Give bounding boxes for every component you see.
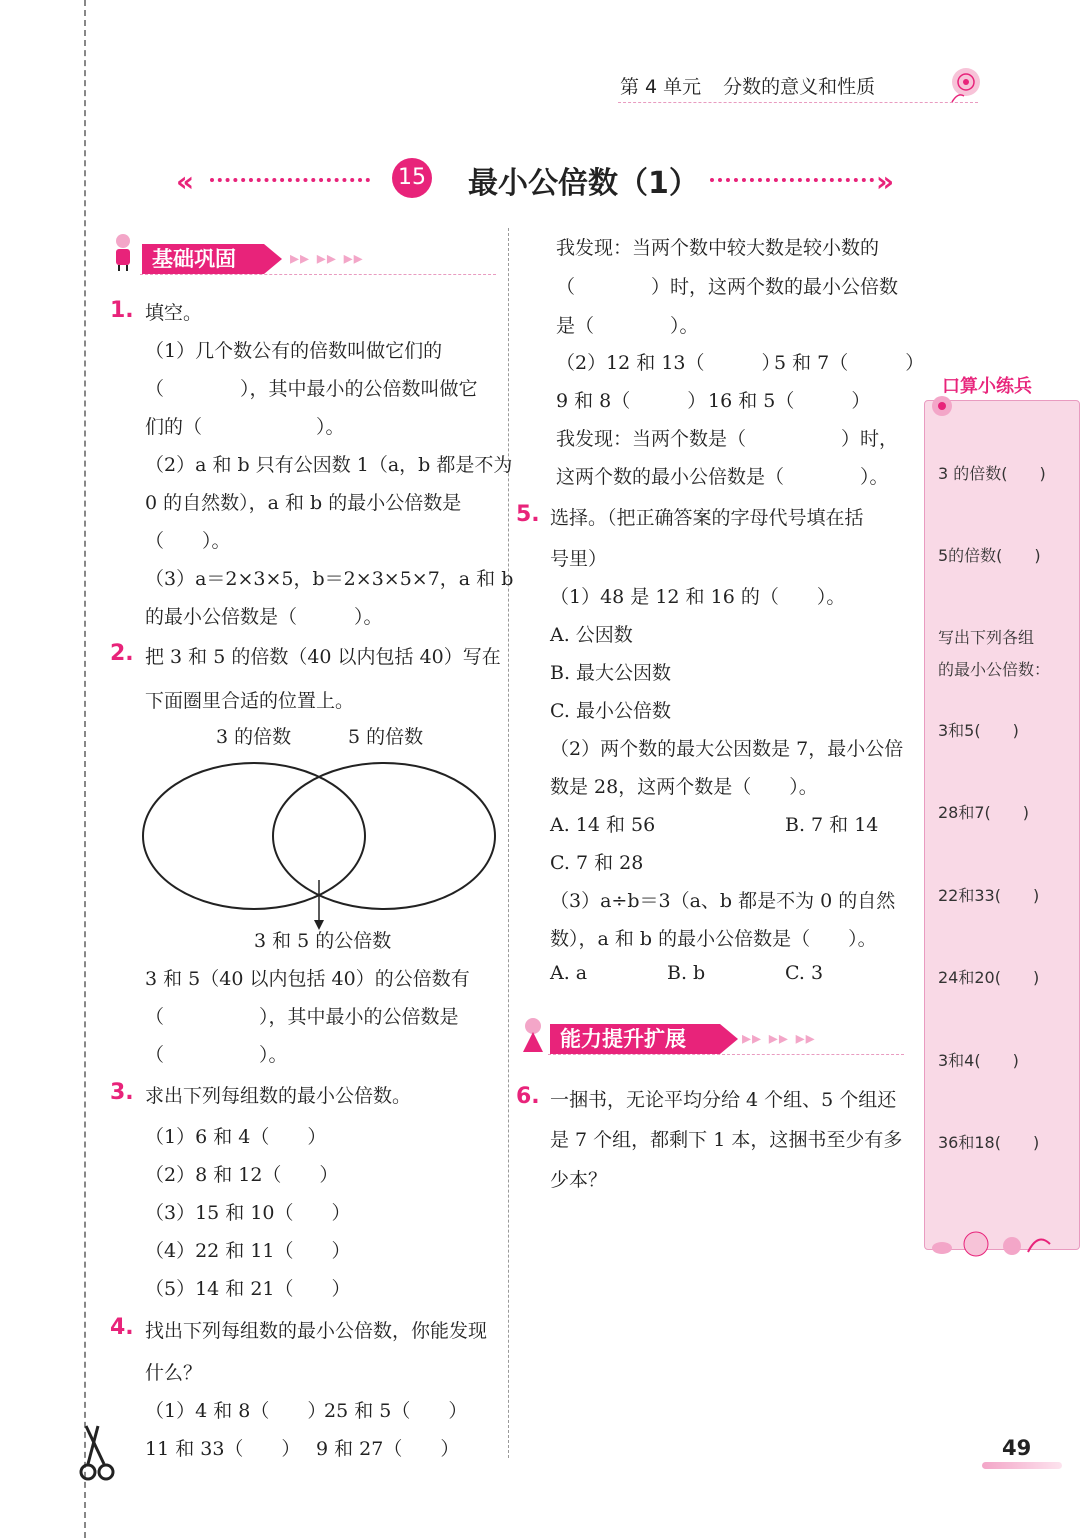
q6-number: 6. bbox=[516, 1084, 540, 1109]
left-chevron-icon: « bbox=[176, 165, 195, 198]
venn-circle-left bbox=[143, 763, 365, 909]
sidebar-decoration-icon bbox=[928, 1222, 1058, 1266]
sidebar-pair-1: 3和5( ) bbox=[938, 721, 1019, 740]
q4-number: 4. bbox=[110, 1315, 134, 1340]
q3-item-4: （4）22 和 11（ ） bbox=[145, 1240, 351, 1262]
cut-line bbox=[84, 0, 86, 1538]
right-chevron-icon: » bbox=[876, 165, 895, 198]
q4-row4-a: 9 和 8（ ） bbox=[556, 390, 707, 412]
q4-line1: 找出下列每组数的最小公倍数，你能发现 bbox=[145, 1320, 488, 1342]
section-chevrons-basic: ▸▸ ▸▸ ▸▸ bbox=[290, 248, 364, 269]
q5-sub3-option-c: C. 3 bbox=[785, 962, 824, 984]
page-number-bar bbox=[982, 1462, 1062, 1469]
unit-number: 第 4 单元 bbox=[620, 76, 702, 98]
q5-sub1-option-a: A. 公因数 bbox=[550, 624, 633, 646]
title-dots-left bbox=[210, 178, 370, 182]
flower-icon bbox=[940, 62, 986, 108]
q1-part3-line1: （3）a＝2×3×5，b＝2×3×5×7，a 和 b bbox=[145, 568, 514, 590]
q2-line1: 把 3 和 5 的倍数（40 以内包括 40）写在 bbox=[145, 646, 501, 668]
sidebar-pair-3: 22和33( ) bbox=[938, 886, 1040, 905]
q6-line3: 少本？ bbox=[550, 1169, 608, 1191]
q5-sub1: （1）48 是 12 和 16 的（ ）。 bbox=[550, 586, 846, 608]
q5-sub2-line2: 数是 28，这两个数是（ ）。 bbox=[550, 776, 818, 798]
mental-math-sidebar bbox=[924, 400, 1080, 1250]
q1-part3-line2: 的最小公倍数是（ ）。 bbox=[145, 606, 383, 628]
q2-number: 2. bbox=[110, 641, 134, 666]
sidebar-multiples-5: 5的倍数( ) bbox=[938, 546, 1041, 565]
q3-item-5: （5）14 和 21（ ） bbox=[145, 1278, 351, 1300]
q3-number: 3. bbox=[110, 1080, 134, 1105]
q2-answer-line1: 3 和 5（40 以内包括 40）的公倍数有 bbox=[145, 968, 470, 990]
venn-label-common: 3 和 5 的公倍数 bbox=[254, 930, 392, 952]
sidebar-pair-6: 36和18( ) bbox=[938, 1133, 1040, 1152]
q5-sub2-option-b: B. 7 和 14 bbox=[785, 814, 879, 836]
venn-circle-right bbox=[273, 763, 495, 909]
q1-part2-line3: （ ）。 bbox=[145, 530, 231, 552]
q5-sub2-option-c: C. 7 和 28 bbox=[550, 852, 644, 874]
title-dots-right bbox=[710, 178, 874, 182]
q4-line2: 什么？ bbox=[145, 1362, 203, 1384]
section-banner-basic: 基础巩固 bbox=[142, 244, 264, 274]
q1-title: 填空。 bbox=[145, 302, 203, 324]
sidebar-pair-5: 3和4( ) bbox=[938, 1051, 1019, 1070]
unit-header bbox=[620, 72, 897, 99]
q3-title: 求出下列每组数的最小公倍数。 bbox=[145, 1085, 412, 1107]
lesson-number-badge: 15 bbox=[392, 158, 432, 198]
sidebar-instruction-line2: 的最小公倍数： bbox=[938, 660, 1051, 679]
q1-part1-line2: （ ），其中最小的公倍数叫做它 bbox=[145, 378, 478, 400]
q5-sub3-line1: （3）a÷b＝3（a、b 都是不为 0 的自然 bbox=[550, 890, 896, 912]
venn-label-multiples-5: 5 的倍数 bbox=[348, 726, 424, 748]
q5-sub1-option-c: C. 最小公倍数 bbox=[550, 700, 671, 722]
lesson-title: 最小公倍数（1） bbox=[468, 166, 699, 201]
q6-line2: 是 7 个组，都剩下 1 本，这捆书至少有多 bbox=[550, 1129, 903, 1151]
unit-title: 分数的意义和性质 bbox=[723, 76, 876, 98]
q4-finding2-line1: 我发现：当两个数是（ ）时， bbox=[556, 428, 899, 450]
q1-part2-line2: 0 的自然数），a 和 b 的最小公倍数是 bbox=[145, 492, 462, 514]
section-banner-advanced: 能力提升扩展 bbox=[550, 1024, 720, 1054]
q3-item-2: （2）8 和 12（ ） bbox=[145, 1164, 339, 1186]
student-icon bbox=[110, 232, 136, 272]
sidebar-multiples-3: 3 的倍数( ) bbox=[938, 464, 1046, 483]
q1-part1-line1: （1）几个数公有的倍数叫做它们的 bbox=[145, 340, 443, 362]
q5-sub3-option-b: B. b bbox=[667, 962, 706, 984]
q4-row1-a: （1）4 和 8（ ） bbox=[145, 1400, 327, 1422]
q2-line2: 下面圈里合适的位置上。 bbox=[145, 690, 355, 712]
q3-item-3: （3）15 和 10（ ） bbox=[145, 1202, 351, 1224]
q4-row2-b: 9 和 27（ ） bbox=[316, 1438, 460, 1460]
q1-number: 1. bbox=[110, 298, 134, 323]
unit-underline bbox=[618, 102, 978, 103]
q6-line1: 一捆书，无论平均分给 4 个组、5 个组还 bbox=[550, 1089, 897, 1111]
q2-answer-line3: （ ）。 bbox=[145, 1044, 288, 1066]
q4-row3-b: 5 和 7（ ） bbox=[774, 352, 925, 374]
q5-line2: 号里） bbox=[550, 548, 608, 570]
q5-line1: 选择。（把正确答案的字母代号填在括 bbox=[550, 507, 864, 529]
q5-number: 5. bbox=[516, 502, 540, 527]
q2-answer-line2: （ ），其中最小的公倍数是 bbox=[145, 1006, 459, 1028]
sidebar-title: 口算小练兵 bbox=[942, 376, 1032, 397]
page-number: 49 bbox=[1002, 1436, 1032, 1460]
q4-finding1-line3: 是（ ）。 bbox=[556, 315, 699, 337]
scissors-icon bbox=[78, 1424, 122, 1484]
section-chevrons-advanced: ▸▸ ▸▸ ▸▸ bbox=[742, 1028, 816, 1049]
q5-sub3-line2: 数），a 和 b 的最小公倍数是（ ）。 bbox=[550, 928, 877, 950]
q1-part2-line1: （2）a 和 b 只有公因数 1（a，b 都是不为 bbox=[145, 454, 513, 476]
sidebar-pair-2: 28和7( ) bbox=[938, 803, 1030, 822]
q4-finding2-line2: 这两个数的最小公倍数是（ ）。 bbox=[556, 466, 889, 488]
venn-diagram bbox=[140, 756, 500, 936]
q4-finding1-line2: （ ）时，这两个数的最小公倍数 bbox=[556, 276, 899, 298]
q4-row1-b: 25 和 5（ ） bbox=[324, 1400, 468, 1422]
q4-row2-a: 11 和 33（ ） bbox=[145, 1438, 301, 1460]
column-divider bbox=[508, 228, 509, 1458]
q5-sub2-option-a: A. 14 和 56 bbox=[550, 814, 656, 836]
q5-sub3-option-a: A. a bbox=[550, 962, 588, 984]
q4-finding1-line1: 我发现：当两个数中较大数是较小数的 bbox=[556, 237, 880, 259]
q1-part1-line3: 们的（ ）。 bbox=[145, 416, 345, 438]
sidebar-instruction-line1: 写出下列各组 bbox=[938, 628, 1035, 647]
q3-item-1: （1）6 和 4（ ） bbox=[145, 1126, 327, 1148]
q5-sub1-option-b: B. 最大公因数 bbox=[550, 662, 672, 684]
section-line-basic bbox=[140, 274, 496, 275]
q4-row3-a: （2）12 和 13（ ） bbox=[556, 352, 781, 374]
q5-sub2-line1: （2）两个数的最大公因数是 7，最小公倍 bbox=[550, 738, 904, 760]
section-line-advanced bbox=[548, 1054, 904, 1055]
sidebar-pair-4: 24和20( ) bbox=[938, 968, 1040, 987]
girl-icon bbox=[518, 1016, 548, 1056]
q4-row4-b: 16 和 5（ ） bbox=[708, 390, 871, 412]
venn-label-multiples-3: 3 的倍数 bbox=[216, 726, 292, 748]
